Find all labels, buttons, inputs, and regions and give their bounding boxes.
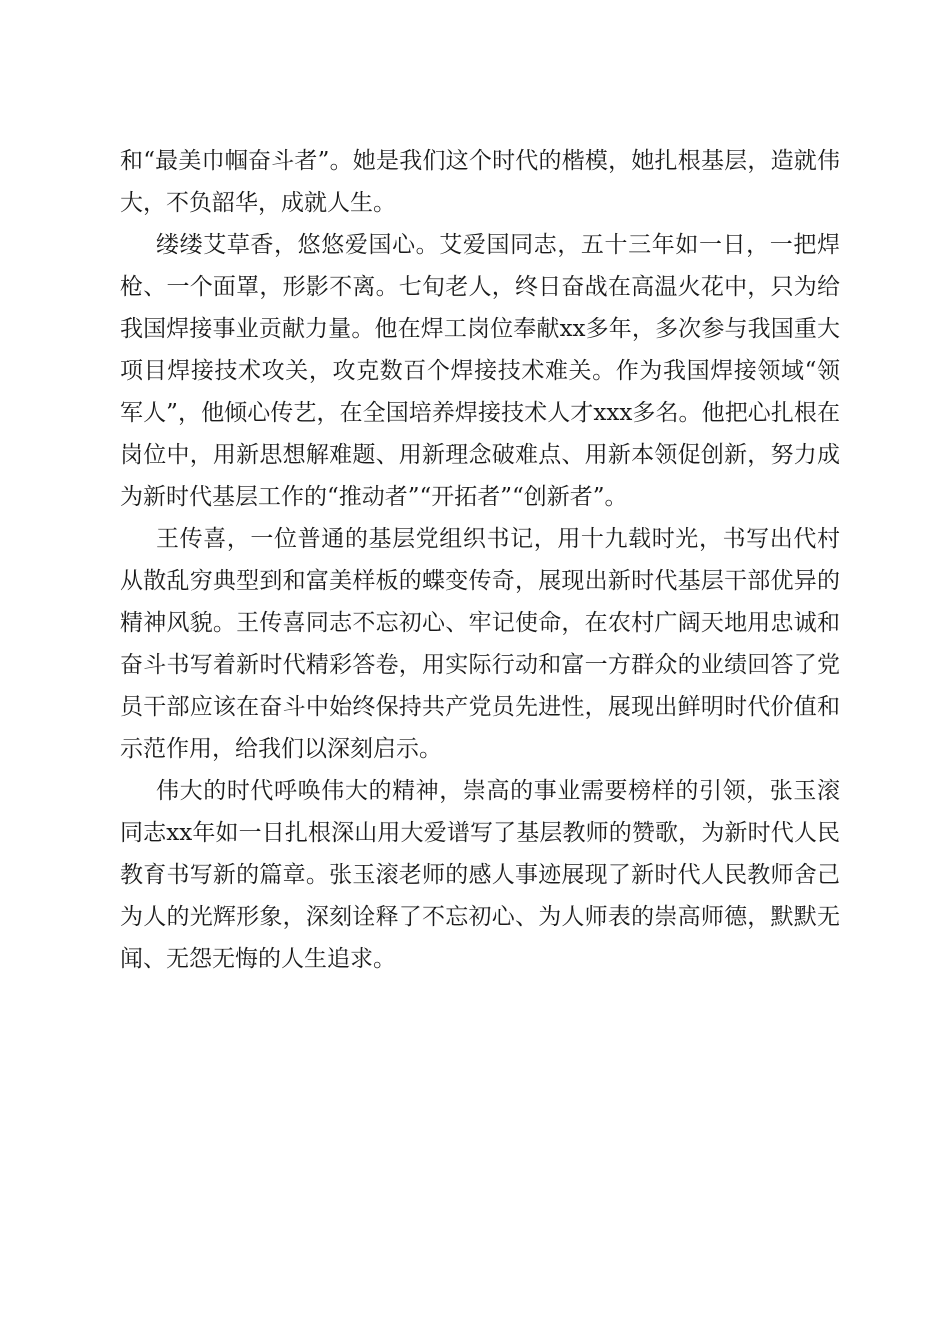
paragraph-1: 和“最美巾帼奋斗者”。她是我们这个时代的楷模，她扎根基层，造就伟大，不负韶华，成就人生。	[120, 148, 840, 216]
paragraph-3: 王传喜，一位普通的基层党组织书记，用十九载时光，书写出代村从散乱穷典型到和富美样板的蝶变传奇，展现出新时代基层干部优异的精神风貌。王传喜同志不忘初心、牢记使命，在农村广阔天地用忠诚和奋斗书写着新时代精彩答卷，用实际行动和富一方群众的业绩回答了党员干部应该在奋斗中始终保持共产党员先进性，展现出鲜明时代价值和示范作用，给我们以深刻启示。	[120, 526, 840, 762]
document-body	[120, 140, 840, 980]
paragraph-4: 伟大的时代呼唤伟大的精神，崇高的事业需要榜样的引领，张玉滚同志xx年如一日扎根深山用大爱谱写了基层教师的赞歌，为新时代人民教育书写新的篇章。张玉滚老师的感人事迹展现了新时代人民教师舍己为人的光辉形象，深刻诠释了不忘初心、为人师表的崇高师德，默默无闻、无怨无悔的人生追求。	[120, 778, 840, 972]
paragraph-2: 缕缕艾草香，悠悠爱国心。艾爱国同志，五十三年如一日，一把焊枪、一个面罩，形影不离。七旬老人，终日奋战在高温火花中，只为给我国焊接事业贡献力量。他在焊工岗位奉献xx多年，多次参与我国重大项目焊接技术攻关，攻克数百个焊接技术难关。作为我国焊接领域“领军人”，他倾心传艺，在全国培养焊接技术人才xxx多名。他把心扎根在岗位中，用新思想解难题、用新理念破难点、用新本领促创新，努力成为新时代基层工作的“推动者”“开拓者”“创新者”。	[120, 232, 840, 510]
